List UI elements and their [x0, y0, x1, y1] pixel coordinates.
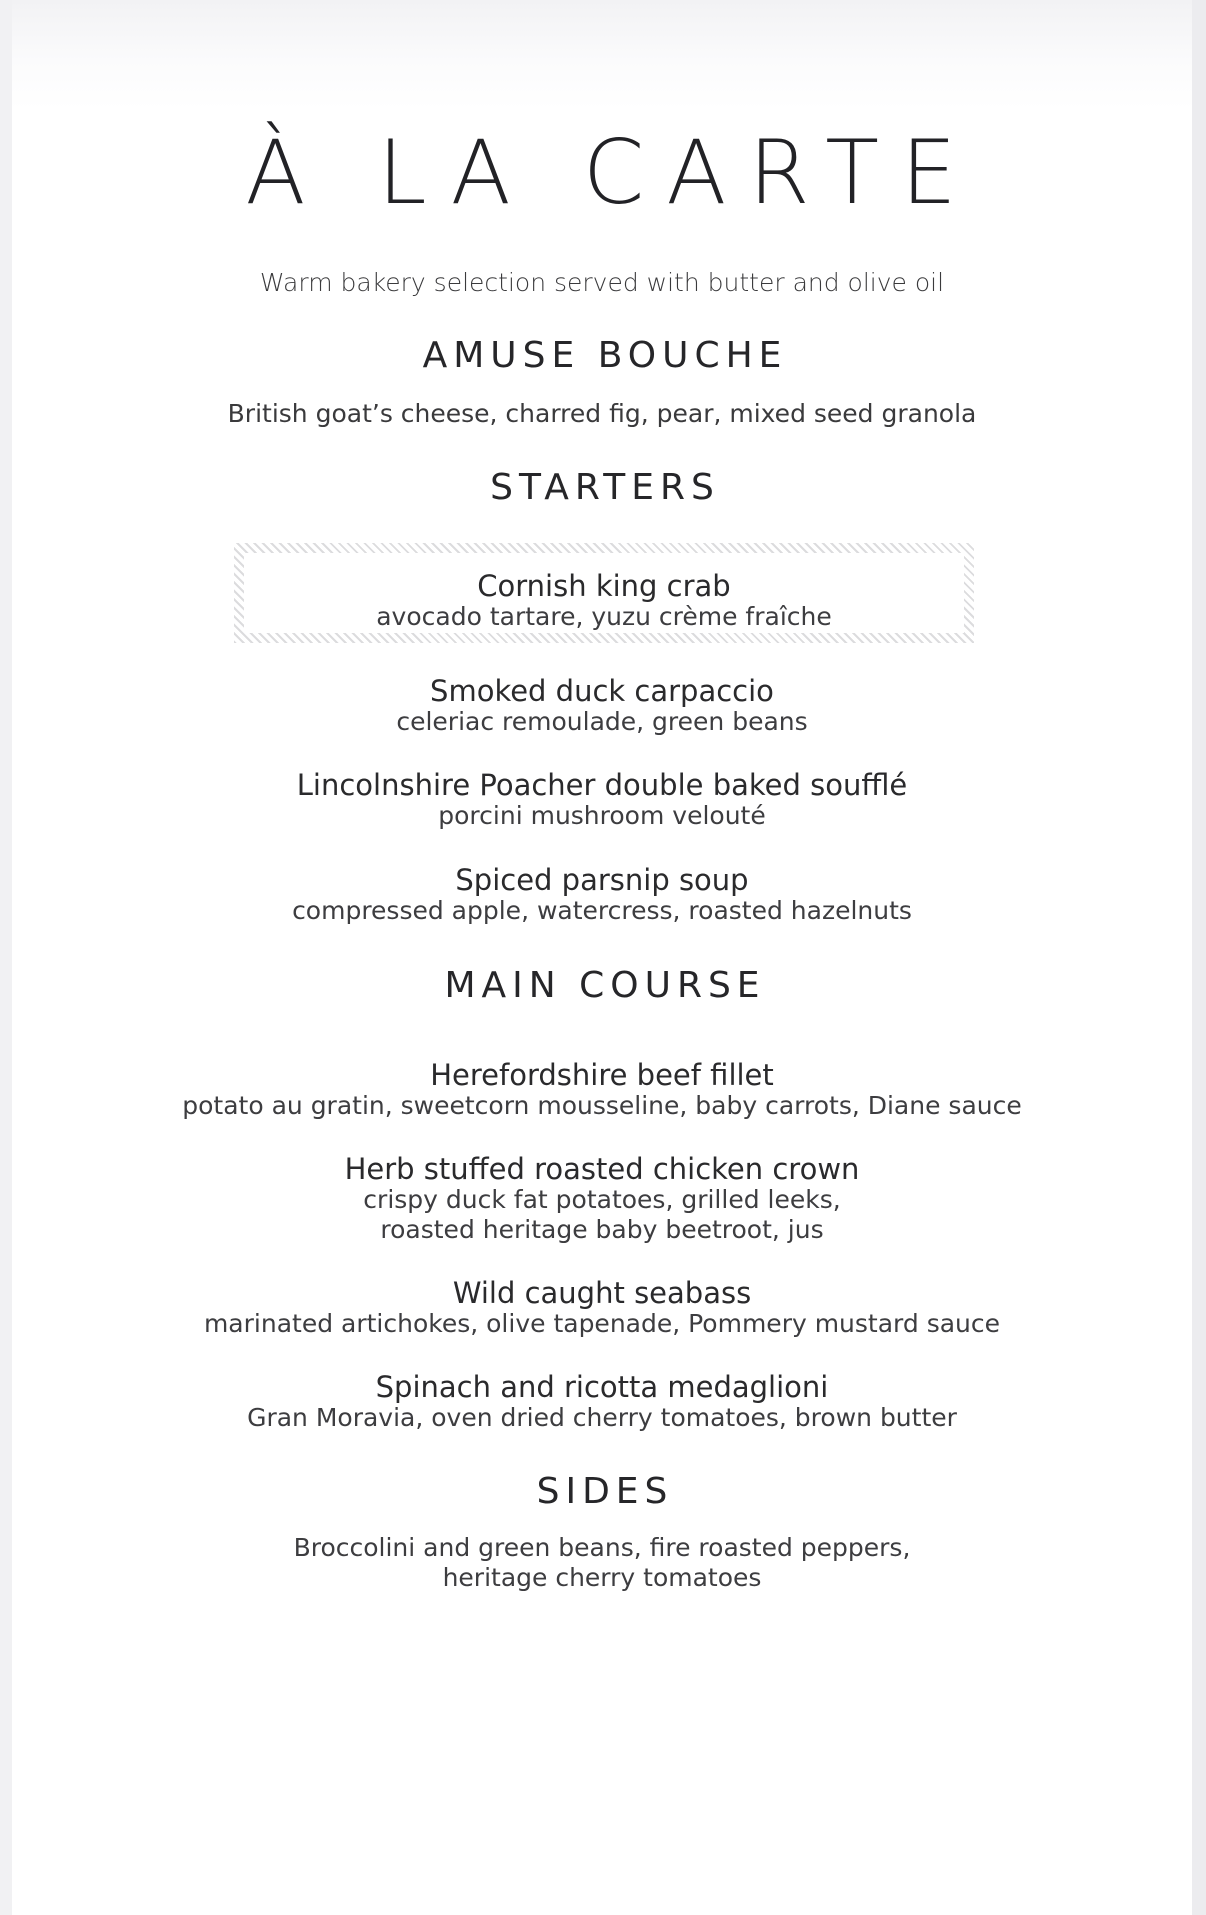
dish-name: Herefordshire beef fillet: [430, 1058, 774, 1092]
dish-description: crispy duck fat potatoes, grilled leeks,: [363, 1185, 841, 1214]
dish-description: marinated artichokes, olive tapenade, Pommery mustard sauce: [203, 1309, 1001, 1338]
dish-name: Herb stuffed roasted chicken crown: [344, 1152, 860, 1186]
dish-name: Cornish king crab: [477, 569, 731, 603]
bakery-intro: Warm bakery selection served with butter and olive oil: [259, 268, 945, 297]
sides-heading: SIDES: [536, 1471, 674, 1512]
menu-title: À LA CARTE: [245, 121, 979, 224]
dish-name: Wild caught seabass: [452, 1276, 752, 1310]
sides-line-2: heritage cherry tomatoes: [442, 1563, 762, 1592]
menu-page: [12, 0, 1192, 1915]
amuse-bouche-heading: AMUSE BOUCHE: [422, 335, 788, 376]
dish-name: Spiced parsnip soup: [455, 863, 749, 897]
page-edge-shadow: [1192, 0, 1206, 1915]
dish-name: Lincolnshire Poacher double baked soufflé: [296, 768, 908, 802]
dish-description-line-2: roasted heritage baby beetroot, jus: [380, 1215, 824, 1244]
dish-description: porcini mushroom velouté: [438, 801, 766, 830]
main-course-heading: MAIN COURSE: [444, 965, 766, 1006]
dish-description: avocado tartare, yuzu crème fraîche: [376, 602, 832, 631]
starter-item: [12, 769, 1192, 831]
dish-name: Smoked duck carpaccio: [430, 674, 774, 708]
dish-description: celeriac remoulade, green beans: [396, 707, 808, 736]
main-item: [12, 1153, 1192, 1245]
amuse-bouche-text: British goat’s cheese, charred fig, pear, mixed seed granola: [227, 399, 977, 428]
dish-description: potato au gratin, sweetcorn mousseline, baby carrots, Diane sauce: [182, 1091, 1022, 1120]
starter-item: [12, 675, 1192, 737]
main-item: [12, 1059, 1192, 1121]
starter-item: [12, 864, 1192, 926]
featured-dish-frame: [234, 543, 974, 643]
page-top-shade: [12, 0, 1192, 110]
dish-description: compressed apple, watercress, roasted hazelnuts: [292, 896, 912, 925]
main-item: [12, 1371, 1192, 1433]
dish-name: Spinach and ricotta medaglioni: [375, 1370, 829, 1404]
dish-description: Gran Moravia, oven dried cherry tomatoes, brown butter: [247, 1403, 957, 1432]
sides-line-1: Broccolini and green beans, fire roasted peppers,: [293, 1533, 911, 1562]
main-item: [12, 1277, 1192, 1339]
sides-text: [12, 1533, 1192, 1593]
starters-heading: STARTERS: [490, 467, 720, 508]
